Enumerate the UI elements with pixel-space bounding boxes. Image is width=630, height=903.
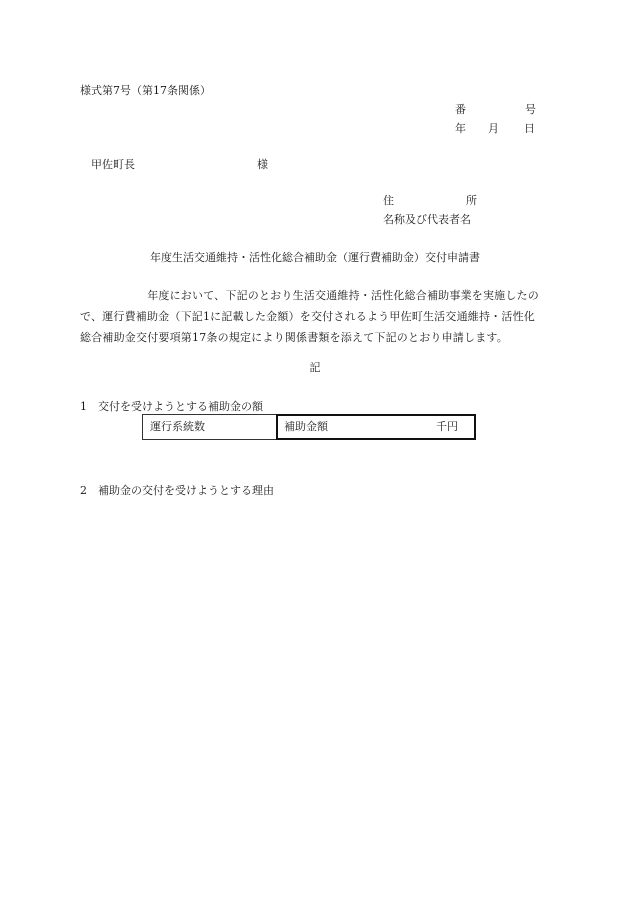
- subsidy-amount-unit: 千円: [436, 420, 458, 434]
- ki-marker: 記: [309, 361, 321, 374]
- body-line: 総合補助金交付要項第17条の規定により関係書類を添えて下記のとおり申請します。: [80, 331, 508, 344]
- document-number-suffix: 号: [525, 103, 536, 116]
- date-month: 月: [488, 122, 499, 135]
- section2-heading: 2 補助金の交付を受けようとする理由: [80, 484, 274, 497]
- route-count-cell[interactable]: [142, 414, 276, 440]
- route-count-label: 運行系統数: [150, 420, 205, 434]
- document-number-label: 番: [455, 103, 466, 116]
- subsidy-amount-cell[interactable]: [276, 414, 476, 440]
- address-label-second: 所: [466, 194, 477, 207]
- section1-heading: 1 交付を受けようとする補助金の額: [80, 400, 263, 413]
- date-year: 年: [455, 122, 466, 135]
- addressee-name: 甲佐町長: [91, 158, 135, 171]
- addressee-honorific: 様: [257, 158, 268, 171]
- address-label-first: 住: [383, 194, 394, 207]
- application-body: [80, 285, 550, 348]
- subsidy-amount-table: [142, 414, 476, 440]
- document-title: 年度生活交通維持・活性化総合補助金（運行費補助金）交付申請書: [150, 251, 480, 264]
- body-line: 年度において、下記のとおり生活交通維持・活性化総合補助事業を実施したの: [80, 289, 539, 302]
- date-day: 日: [524, 122, 535, 135]
- subsidy-amount-label: 補助金額: [284, 420, 328, 434]
- representative-label: 名称及び代表者名: [383, 213, 471, 226]
- body-line: で、運行費補助金（下記1に記載した金額）を交付されるよう甲佐町生活交通維持・活性化: [80, 310, 535, 323]
- form-number: 様式第7号（第17条関係）: [80, 84, 211, 97]
